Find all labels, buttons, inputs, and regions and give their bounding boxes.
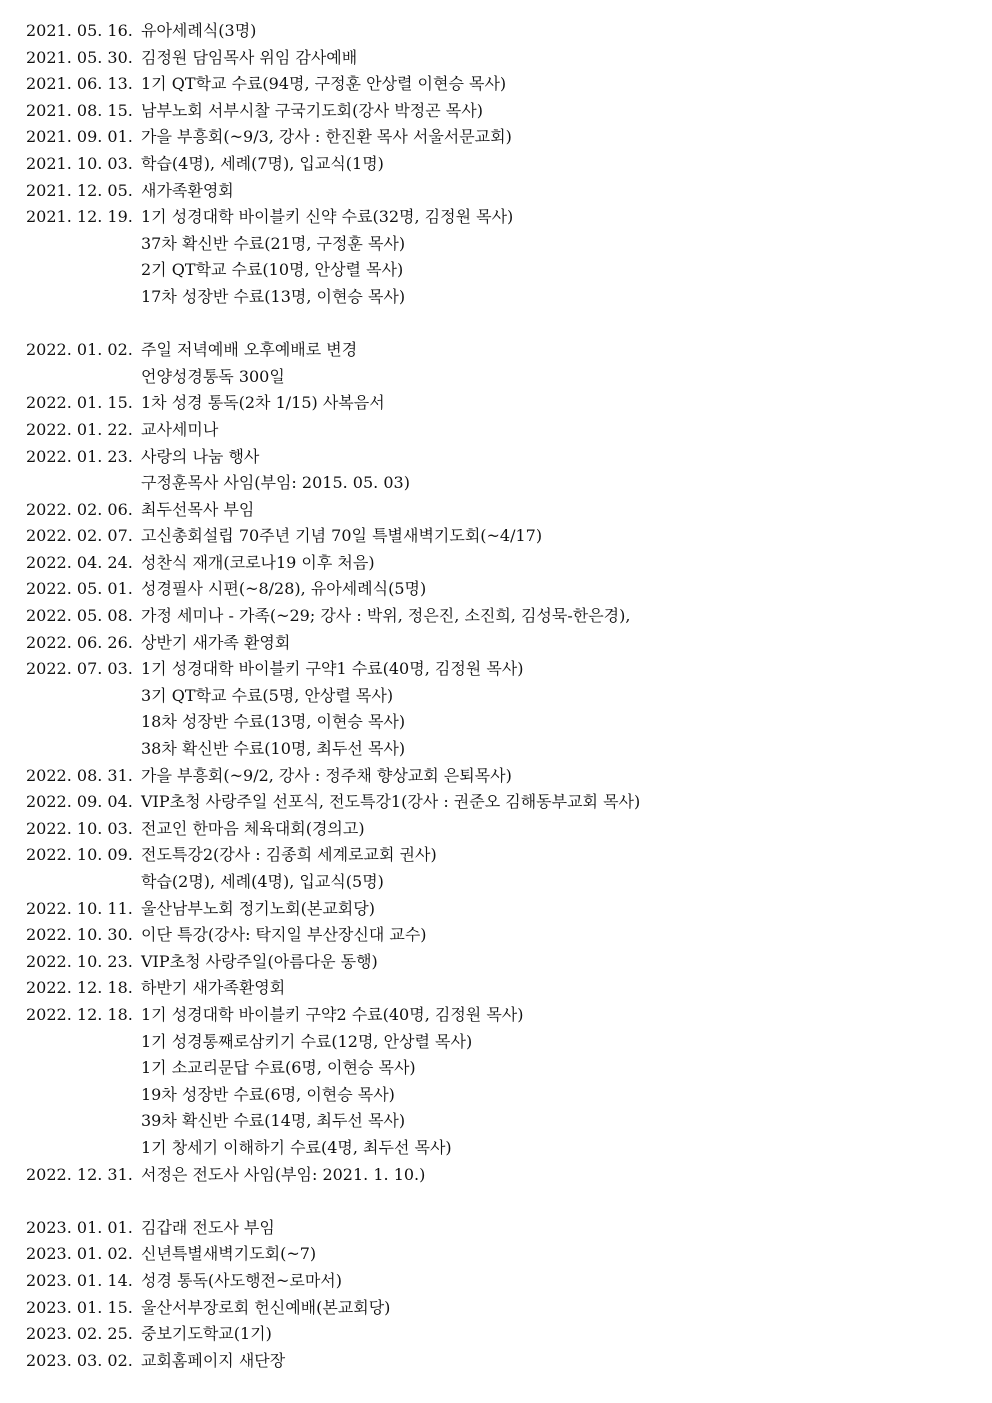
- entry-text: 교회홈페이지 새단장: [141, 1350, 286, 1370]
- entry-date: 2022. 10. 09.: [26, 845, 133, 865]
- entry-date: 2022. 02. 07.: [26, 526, 133, 546]
- entry-date: 2022. 10. 30.: [26, 925, 133, 945]
- entry-text: 39차 확신반 수료(14명, 최두선 목사): [141, 1111, 406, 1131]
- history-entry: [0, 1215, 992, 1242]
- entry-text: 17차 성장반 수료(13명, 이현승 목사): [141, 286, 406, 306]
- history-entry: [0, 337, 992, 364]
- entry-date: 2022. 01. 02.: [26, 340, 133, 360]
- entry-date: 2022. 06. 26.: [26, 632, 133, 652]
- history-entry: [0, 1321, 992, 1348]
- history-entry: [0, 497, 992, 524]
- history-entry: [0, 842, 992, 869]
- entry-date: 2022. 05. 01.: [26, 579, 133, 599]
- entry-text: VIP초청 사랑주일 선포식, 전도특강1(강사 : 권준오 김해동부교회 목사): [141, 792, 641, 812]
- entry-text: 1기 QT학교 수료(94명, 구정훈 안상렬 이현승 목사): [141, 74, 507, 94]
- entry-date: 2022. 05. 08.: [26, 606, 133, 626]
- history-entry: [0, 603, 992, 630]
- entry-text: 1기 성경대학 바이블키 구약1 수료(40명, 김정원 목사): [141, 659, 524, 679]
- entry-text: 2기 QT학교 수료(10명, 안상렬 목사): [141, 260, 404, 280]
- history-entry: [0, 1055, 992, 1082]
- history-entry: [0, 257, 992, 284]
- history-entry: [0, 151, 992, 178]
- entry-date: 2023. 03. 02.: [26, 1350, 133, 1370]
- history-entry: [0, 45, 992, 72]
- history-entry: [0, 1002, 992, 1029]
- history-entry: [0, 736, 992, 763]
- entry-date: 2022. 01. 15.: [26, 393, 133, 413]
- history-entry: [0, 470, 992, 497]
- history-entry: [0, 763, 992, 790]
- history-entry: [0, 1108, 992, 1135]
- history-entry: [0, 231, 992, 258]
- history-entry: [0, 98, 992, 125]
- history-entry: [0, 656, 992, 683]
- entry-text: 중보기도학교(1기): [141, 1324, 272, 1344]
- entry-date: 2022. 01. 23.: [26, 446, 133, 466]
- entry-date: 2021. 09. 01.: [26, 127, 133, 147]
- entry-text: 38차 확신반 수료(10명, 최두선 목사): [141, 739, 406, 759]
- entry-text: 가을 부흥회(~9/3, 강사 : 한진환 목사 서울서문교회): [141, 127, 512, 147]
- entry-text: 전도특강2(강사 : 김종희 세계로교회 권사): [141, 845, 437, 865]
- history-entry: [0, 124, 992, 151]
- history-entry: [0, 204, 992, 231]
- entry-date: 2022. 07. 03.: [26, 659, 133, 679]
- entry-text: 신년특별새벽기도회(~7): [141, 1244, 317, 1264]
- entry-date: 2023. 02. 25.: [26, 1324, 133, 1344]
- entry-date: 2022. 01. 22.: [26, 419, 133, 439]
- entry-text: 성경 통독(사도행전~로마서): [141, 1270, 342, 1290]
- entry-date: 2021. 12. 05.: [26, 180, 133, 200]
- blank-line: [0, 311, 992, 338]
- entry-date: 2021. 05. 30.: [26, 47, 133, 67]
- entry-text: 최두선목사 부임: [141, 499, 255, 519]
- history-entry: [0, 975, 992, 1002]
- entry-date: 2022. 10. 23.: [26, 951, 133, 971]
- blank-line: [0, 1188, 992, 1215]
- entry-text: 1기 소교리문답 수료(6명, 이현승 목사): [141, 1058, 416, 1078]
- history-entry: [0, 949, 992, 976]
- history-entry: [0, 896, 992, 923]
- entry-text: 1기 성경대학 바이블키 구약2 수료(40명, 김정원 목사): [141, 1004, 524, 1024]
- entry-text: 학습(4명), 세례(7명), 입교식(1명): [141, 153, 384, 173]
- history-entry: [0, 550, 992, 577]
- history-entry: [0, 1029, 992, 1056]
- history-entry: [0, 364, 992, 391]
- history-entry: [0, 709, 992, 736]
- entry-text: 김정원 담임목사 위임 감사예배: [141, 47, 358, 67]
- history-entry: [0, 1348, 992, 1375]
- history-entry: [0, 284, 992, 311]
- entry-date: 2021. 10. 03.: [26, 153, 133, 173]
- entry-text: 이단 특강(강사: 탁지일 부산장신대 교수): [141, 925, 427, 945]
- entry-date: 2021. 06. 13.: [26, 74, 133, 94]
- history-entry: [0, 18, 992, 45]
- history-entry: [0, 178, 992, 205]
- history-entry: [0, 576, 992, 603]
- history-entry: [0, 390, 992, 417]
- history-entry: [0, 789, 992, 816]
- entry-text: 고신총회설립 70주년 기념 70일 특별새벽기도회(~4/17): [141, 526, 543, 546]
- entry-date: 2021. 08. 15.: [26, 100, 133, 120]
- history-entry: [0, 1241, 992, 1268]
- entry-text: 언양성경통독 300일: [141, 366, 285, 386]
- entry-text: 37차 확신반 수료(21명, 구정훈 목사): [141, 233, 406, 253]
- entry-date: 2022. 12. 18.: [26, 978, 133, 998]
- entry-text: 주일 저녁예배 오후예배로 변경: [141, 340, 358, 360]
- entry-text: 성경필사 시편(~8/28), 유아세례식(5명): [141, 579, 427, 599]
- entry-text: 18차 성장반 수료(13명, 이현승 목사): [141, 712, 406, 732]
- entry-date: 2022. 09. 04.: [26, 792, 133, 812]
- entry-text: 김갑래 전도사 부임: [141, 1217, 275, 1237]
- entry-date: 2022. 10. 03.: [26, 818, 133, 838]
- history-entry: [0, 71, 992, 98]
- entry-text: 하반기 새가족환영회: [141, 978, 286, 998]
- entry-text: 성찬식 재개(코로나19 이후 처음): [141, 552, 375, 572]
- entry-date: 2021. 05. 16.: [26, 21, 133, 40]
- entry-date: 2022. 02. 06.: [26, 499, 133, 519]
- entry-text: 유아세례식(3명): [141, 21, 257, 40]
- entry-text: VIP초청 사랑주일(아름다운 동행): [141, 951, 378, 971]
- entry-text: 1기 창세기 이해하기 수료(4명, 최두선 목사): [141, 1137, 452, 1157]
- entry-text: 3기 QT학교 수료(5명, 안상렬 목사): [141, 685, 394, 705]
- history-entry: [0, 922, 992, 949]
- history-document: [0, 18, 992, 1374]
- history-entry: [0, 816, 992, 843]
- entry-text: 사랑의 나눔 행사: [141, 446, 260, 466]
- history-entry: [0, 1082, 992, 1109]
- entry-date: 2022. 04. 24.: [26, 552, 133, 572]
- history-entry: [0, 1135, 992, 1162]
- entry-text: 상반기 새가족 환영회: [141, 632, 291, 652]
- entry-text: 1차 성경 통독(2차 1/15) 사복음서: [141, 393, 385, 413]
- entry-date: 2022. 12. 18.: [26, 1004, 133, 1024]
- entry-text: 서정은 전도사 사임(부임: 2021. 1. 10.): [141, 1164, 426, 1184]
- entry-text: 교사세미나: [141, 419, 219, 439]
- history-entry: [0, 417, 992, 444]
- entry-date: 2021. 12. 19.: [26, 207, 133, 227]
- history-entry: [0, 1162, 992, 1189]
- history-entry: [0, 630, 992, 657]
- entry-date: 2022. 12. 31.: [26, 1164, 133, 1184]
- entry-text: 가을 부흥회(~9/2, 강사 : 정주채 향상교회 은퇴목사): [141, 765, 512, 785]
- entry-text: 1기 성경대학 바이블키 신약 수료(32명, 김정원 목사): [141, 207, 514, 227]
- entry-text: 울산남부노회 정기노회(본교회당): [141, 898, 375, 918]
- history-entry: [0, 1295, 992, 1322]
- entry-date: 2023. 01. 15.: [26, 1297, 133, 1317]
- entry-date: 2023. 01. 01.: [26, 1217, 133, 1237]
- entry-text: 구정훈목사 사임(부임: 2015. 05. 03): [141, 473, 410, 493]
- entry-date: 2022. 08. 31.: [26, 765, 133, 785]
- entry-text: 19차 성장반 수료(6명, 이현승 목사): [141, 1084, 395, 1104]
- entry-text: 전교인 한마음 체육대회(경의고): [141, 818, 365, 838]
- entry-text: 울산서부장로회 헌신예배(본교회당): [141, 1297, 391, 1317]
- history-entry: [0, 444, 992, 471]
- history-entry: [0, 523, 992, 550]
- entry-text: 가정 세미나 - 가족(~29; 강사 : 박위, 정은진, 소진희, 김성묵-한은경),: [141, 606, 631, 626]
- history-entry: [0, 869, 992, 896]
- entry-text: 남부노회 서부시찰 구국기도회(강사 박정곤 목사): [141, 100, 483, 120]
- entry-date: 2022. 10. 11.: [26, 898, 133, 918]
- history-entry: [0, 1268, 992, 1295]
- history-entry: [0, 683, 992, 710]
- entry-text: 학습(2명), 세례(4명), 입교식(5명): [141, 872, 384, 891]
- entry-text: 새가족환영회: [141, 180, 234, 200]
- entry-date: 2023. 01. 14.: [26, 1270, 133, 1290]
- entry-text: 1기 성경통째로삼키기 수료(12명, 안상렬 목사): [141, 1031, 473, 1051]
- entry-date: 2023. 01. 02.: [26, 1244, 133, 1264]
